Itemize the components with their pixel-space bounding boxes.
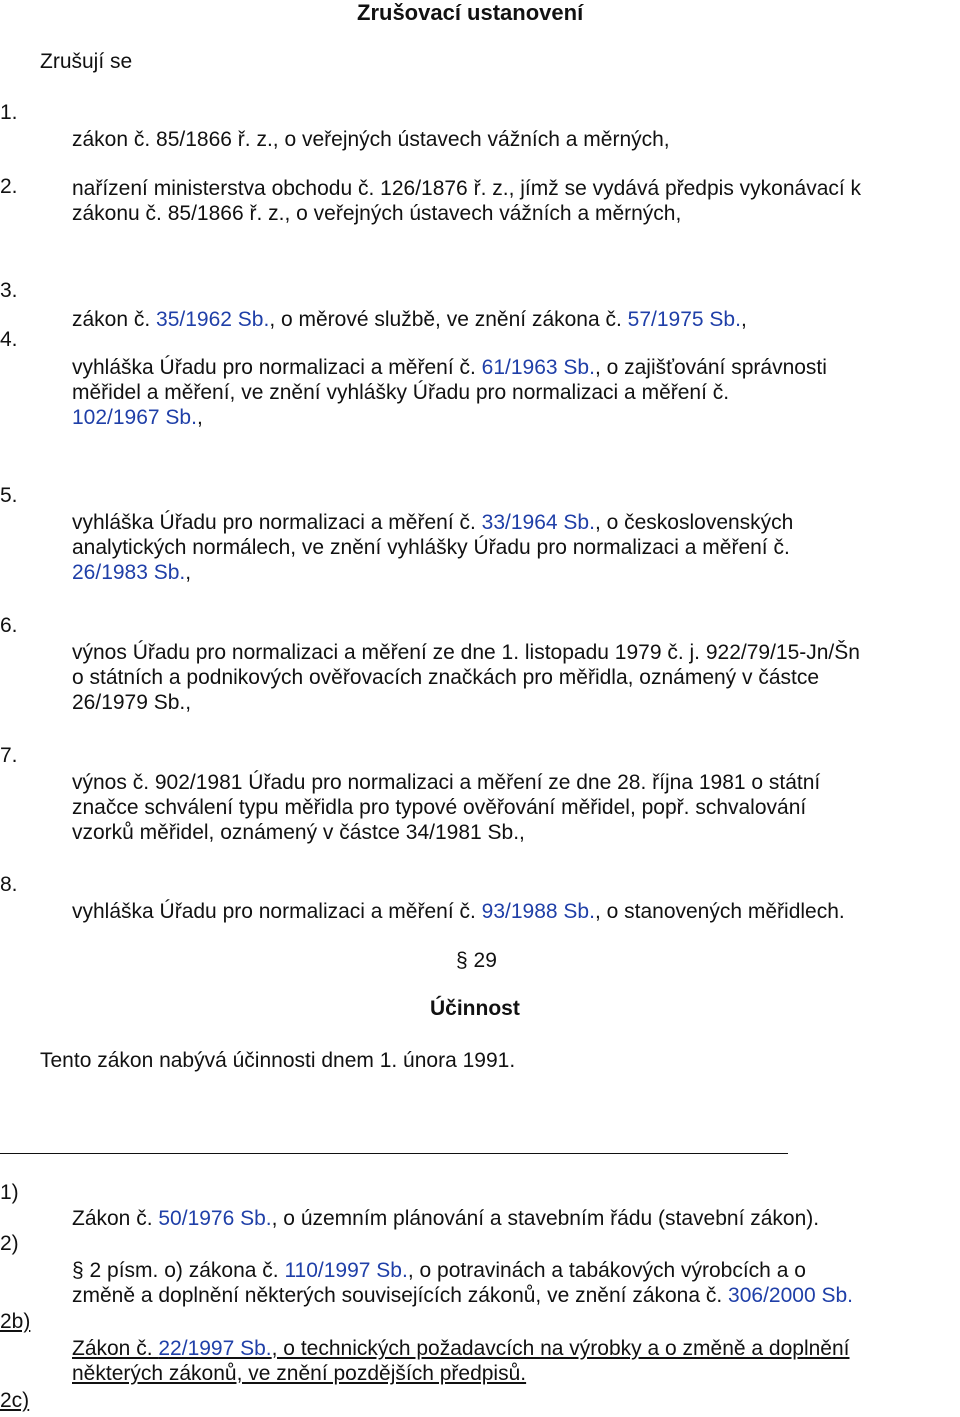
repeal-item-number: 7. xyxy=(0,744,18,767)
repeal-item-line xyxy=(72,535,793,560)
repeal-item-text xyxy=(72,355,827,430)
repeal-item-segment: značce schválení typu měřidla pro typové ověřování měřidel, popř. schvalování xyxy=(72,796,807,819)
repeal-item-line xyxy=(72,665,860,690)
repeal-item-segment: , o měrové službě, ve znění zákona č. xyxy=(269,308,628,331)
repeal-item-segment: výnos Úřadu pro normalizaci a měření ze dne 1. listopadu 1979 č. j. 922/79/15-Jn/Šn xyxy=(72,641,860,664)
footnote-segment: některých zákonů, ve znění pozdějších předpisů. xyxy=(72,1362,527,1385)
repeal-item-segment: , o československých xyxy=(594,511,794,534)
repeal-item-number: 2. xyxy=(0,175,18,198)
law-reference-link[interactable]: 33/1964 Sb. xyxy=(481,511,595,534)
repeal-item-number: 8. xyxy=(0,873,18,896)
law-reference-link[interactable]: 50/1976 Sb. xyxy=(158,1207,272,1230)
repeal-item-number: 3. xyxy=(0,279,18,302)
repeal-item-segment: vyhláška Úřadu pro normalizaci a měření č. xyxy=(72,900,482,923)
law-reference-link[interactable]: 306/2000 Sb. xyxy=(728,1284,853,1307)
footnote-segment: § 2 písm. o) zákona č. xyxy=(72,1259,285,1282)
footnote-number: 2) xyxy=(0,1232,19,1255)
repeal-item-line xyxy=(72,355,827,380)
repeal-item-line xyxy=(72,560,793,585)
repeal-item-line xyxy=(72,899,845,924)
repeal-item-line xyxy=(72,380,827,405)
repeal-item-segment: vyhláška Úřadu pro normalizaci a měření č. xyxy=(72,356,482,379)
repeal-item-line xyxy=(72,307,747,332)
repeal-item-text xyxy=(72,307,747,332)
intro-text: Zrušují se xyxy=(40,50,133,73)
law-reference-link[interactable]: 22/1997 Sb. xyxy=(158,1337,272,1360)
footnote-segment: změně a doplnění některých souvisejících zákonů, ve znění zákona č. xyxy=(72,1284,729,1307)
repeal-item-line xyxy=(72,770,820,795)
footnote-number: 2c) xyxy=(0,1389,30,1412)
repeal-item-segment: zákon č. xyxy=(72,308,157,331)
repeal-item-text xyxy=(72,510,793,585)
repeal-item-segment: výnos č. 902/1981 Úřadu pro normalizaci a měření ze dne 28. října 1981 o státní xyxy=(72,771,821,794)
repeal-item-text xyxy=(72,640,860,715)
repeal-item-number: 6. xyxy=(0,614,18,637)
repeal-item-number: 4. xyxy=(0,328,18,351)
repeal-item-text xyxy=(72,770,820,845)
footnote-line xyxy=(72,1283,853,1308)
repeal-item-segment: , o stanovených měřidlech. xyxy=(594,900,845,923)
footnote-segment: , o potravinách a tabákových výrobcích a o xyxy=(407,1259,806,1282)
law-reference-link[interactable]: 57/1975 Sb. xyxy=(627,308,741,331)
footnote-number: 1) xyxy=(0,1181,19,1204)
law-reference-link[interactable]: 93/1988 Sb. xyxy=(481,900,595,923)
footnote-separator xyxy=(0,1153,788,1154)
repeal-item-text xyxy=(72,176,861,226)
repeal-item-segment: vyhláška Úřadu pro normalizaci a měření č. xyxy=(72,511,482,534)
repeal-item-segment: analytických normálech, ve znění vyhlášky Úřadu pro normalizaci a měření č. xyxy=(72,536,790,559)
repeal-item-line xyxy=(72,127,670,152)
repeal-item-segment: 26/1979 Sb., xyxy=(72,691,192,714)
footnote-line xyxy=(72,1361,849,1386)
footnote-segment: Zákon č. xyxy=(72,1337,159,1360)
law-reference-link[interactable]: 26/1983 Sb. xyxy=(72,561,186,584)
section-text: Tento zákon nabývá účinnosti dnem 1. února 1991. xyxy=(40,1049,516,1072)
footnote-number: 2b) xyxy=(0,1310,31,1333)
repeal-item-segment: nařízení ministerstva obchodu č. 126/1876 ř. z., jímž se vydává předpis vykonávací k xyxy=(72,177,862,200)
repeal-item-segment: měřidel a měření, ve znění vyhlášky Úřadu pro normalizaci a měření č. xyxy=(72,381,730,404)
repeal-item-segment: , xyxy=(196,406,203,429)
repeal-item-number: 1. xyxy=(0,101,18,124)
repeal-item-line xyxy=(72,510,793,535)
repeal-item-segment: zákonu č. 85/1866 ř. z., o veřejných ústavech vážních a měrných, xyxy=(72,202,682,225)
repeal-item-line xyxy=(72,690,860,715)
law-reference-link[interactable]: 110/1997 Sb. xyxy=(284,1259,408,1282)
repeal-item-line xyxy=(72,405,827,430)
repeal-item-segment: vzorků měřidel, oznámený v částce 34/1981 Sb., xyxy=(72,821,525,844)
repeal-item-text xyxy=(72,127,670,152)
footnote-text xyxy=(72,1206,819,1231)
footnote-line xyxy=(72,1206,819,1231)
repeal-item-segment: , xyxy=(185,561,192,584)
repeal-item-number: 5. xyxy=(0,484,18,507)
repeal-item-line xyxy=(72,201,861,226)
footnote-line xyxy=(72,1336,849,1361)
repeal-item-text xyxy=(72,899,845,924)
footnote-text xyxy=(72,1258,853,1308)
repeal-item-segment: o státních a podnikových ověřovacích značkách pro měřidla, oznámený v částce xyxy=(72,666,820,689)
law-reference-link[interactable]: 102/1967 Sb. xyxy=(72,406,197,429)
footnote-line xyxy=(72,1258,853,1283)
footnote-text xyxy=(72,1336,849,1386)
repeal-item-segment: , o zajišťování správnosti xyxy=(594,356,827,379)
footnote-segment: Zákon č. xyxy=(72,1207,159,1230)
footnote-segment: , o technických požadavcích na výrobky a o změně a doplnění xyxy=(271,1337,850,1360)
repeal-item-line xyxy=(72,640,860,665)
section-title: Účinnost xyxy=(430,997,520,1020)
law-reference-link[interactable]: 61/1963 Sb. xyxy=(481,356,595,379)
repeal-item-line xyxy=(72,795,820,820)
repeal-item-segment: , xyxy=(740,308,747,331)
footnote-segment: , o územním plánování a stavebním řádu (stavební zákon). xyxy=(271,1207,820,1230)
section-mark: § 29 xyxy=(456,949,497,972)
law-reference-link[interactable]: 35/1962 Sb. xyxy=(156,308,270,331)
repeal-item-line xyxy=(72,820,820,845)
page-heading: Zrušovací ustanovení xyxy=(357,0,584,25)
repeal-item-line xyxy=(72,176,861,201)
repeal-item-segment: zákon č. 85/1866 ř. z., o veřejných ústavech vážních a měrných, xyxy=(72,128,670,151)
